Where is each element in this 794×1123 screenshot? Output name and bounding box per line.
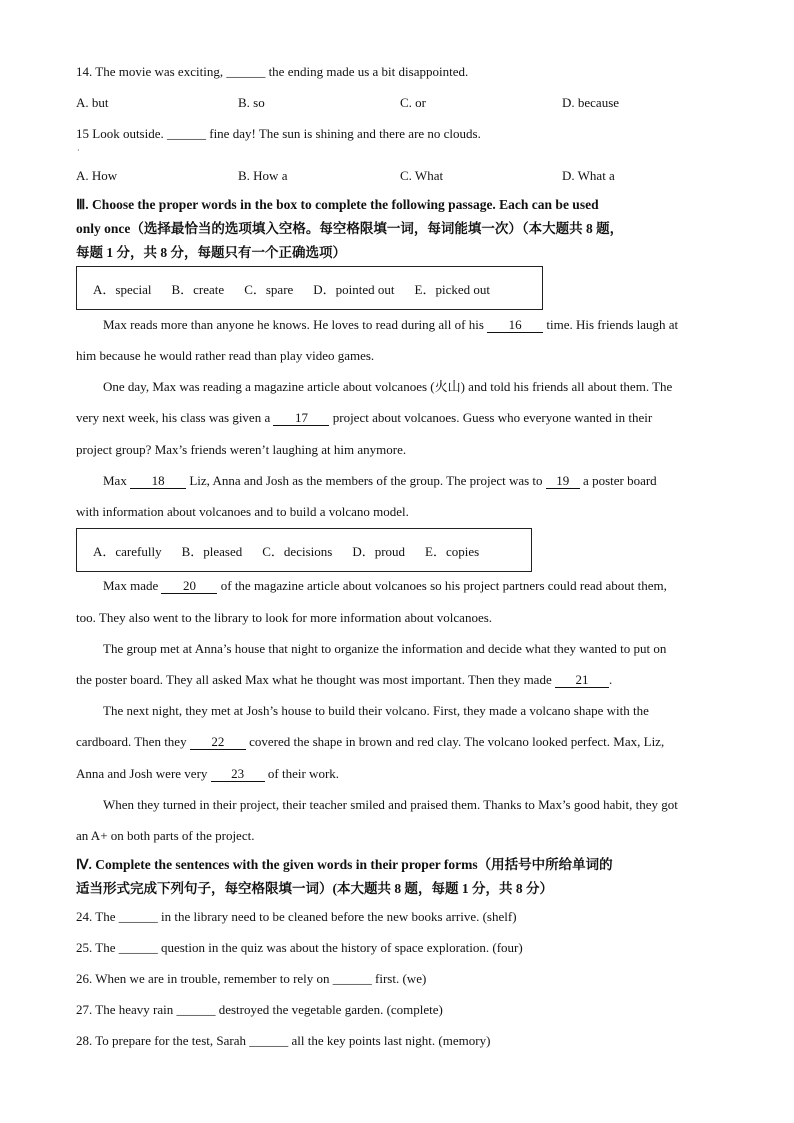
passage-paragraph-1-line-2: him because he would rather read than play video games. — [76, 348, 375, 363]
stray-dot: · — [77, 146, 80, 155]
blank-16[interactable]: 16 — [487, 317, 543, 333]
question-14-stem: 14. The movie was exciting, ______ the ending made us a bit disappointed. — [76, 64, 469, 79]
passage-paragraph-4-line-2: too. They also went to the library to look for more information about volcanoes. — [76, 610, 493, 625]
word-box-2-option-c: C．decisions — [262, 543, 333, 559]
section-3-heading — [76, 193, 726, 265]
blank-19[interactable]: 19 — [546, 473, 580, 489]
section-3-heading-line-3: 每题 1 分，共 8 分，每题只有一个正确选项） — [76, 245, 346, 260]
blank-21[interactable]: 21 — [555, 672, 609, 688]
word-box-1-option-d: D．pointed out — [313, 281, 395, 297]
word-box-1 — [76, 266, 543, 310]
section-4-heading-line-2: 适当形式完成下列句子，每空格限填一词）(本大题共 8 题，每题 1 分，共 8 分） — [76, 881, 553, 896]
passage-paragraph-6-line-1: The next night, they met at Josh’s house to build their volcano. First, they made a volcano shape with the — [103, 703, 649, 718]
question-24: 24. The ______ in the library need to be cleaned before the new books arrive. (shelf) — [76, 909, 517, 924]
word-box-2-option-d: D．proud — [352, 543, 406, 559]
blank-22[interactable]: 22 — [190, 734, 246, 750]
passage-paragraph-5-line-1: The group met at Anna’s house that night to organize the information and decide what they wanted to put on — [103, 641, 667, 656]
word-box-1-option-e: E．picked out — [414, 281, 491, 297]
blank-20[interactable]: 20 — [161, 578, 217, 594]
passage-paragraph-5-line-2: the poster board. They all asked Max what he thought was most important. Then they made 21 . — [76, 672, 613, 687]
question-14-option-a: A. but — [76, 95, 109, 110]
question-28: 28. To prepare for the test, Sarah ______ all the key points last night. (memory) — [76, 1033, 491, 1048]
section-3-heading-line-1: Ⅲ. Choose the proper words in the box to complete the following passage. Each can be used — [76, 197, 599, 212]
blank-23[interactable]: 23 — [211, 766, 265, 782]
word-box-2-option-a: A．carefully — [93, 543, 162, 559]
word-box-1-option-a: A．special — [93, 281, 152, 297]
question-25: 25. The ______ question in the quiz was about the history of space exploration. (four) — [76, 940, 523, 955]
question-15-option-c: C. What — [400, 168, 444, 183]
word-box-2-option-b: B．pleased — [181, 543, 243, 559]
question-14-option-b: B. so — [238, 95, 265, 110]
question-15-option-a: A. How — [76, 168, 118, 183]
section-3-heading-line-2: only once（选择最恰当的选项填入空格。每空格限填一词，每词能填一次）（本大题共 8 题， — [76, 221, 624, 236]
question-15-option-b: B. How a — [238, 168, 288, 183]
passage-paragraph-3-line-1: Max 18 Liz, Anna and Josh as the members of the group. The project was to 19 a poster board — [103, 473, 657, 488]
passage-paragraph-2-line-1: One day, Max was reading a magazine article about volcanoes (火山) and told his friends all about them. The — [103, 379, 673, 394]
question-15-stem: 15 Look outside. ______ fine day! The sun is shining and there are no clouds. — [76, 126, 481, 141]
question-14-option-c: C. or — [400, 95, 426, 110]
word-box-2 — [76, 528, 532, 572]
question-15-option-d: D. What a — [562, 168, 615, 183]
passage-paragraph-7-line-2: an A+ on both parts of the project. — [76, 828, 255, 843]
word-box-1-option-b: B．create — [171, 281, 225, 297]
passage-paragraph-3-line-2: with information about volcanoes and to build a volcano model. — [76, 504, 409, 519]
passage-paragraph-1-line-1: Max reads more than anyone he knows. He loves to read during all of his 16 time. His friends laugh at — [103, 317, 679, 332]
passage-paragraph-2-line-2: very next week, his class was given a 17 project about volcanoes. Guess who everyone wanted in their — [76, 410, 653, 425]
question-14-option-d: D. because — [562, 95, 620, 110]
passage-paragraph-7-line-1: When they turned in their project, their teacher smiled and praised them. Thanks to Max’s good habit, they got — [103, 797, 678, 812]
passage-paragraph-4-line-1: Max made 20 of the magazine article about volcanoes so his project partners could read about them, — [103, 578, 667, 593]
section-4-heading-line-1: Ⅳ. Complete the sentences with the given words in their proper forms（用括号中所给单词的 — [76, 857, 613, 872]
word-box-1-option-c: C．spare — [244, 281, 294, 297]
passage-paragraph-6-line-2: cardboard. Then they 22 covered the shape in brown and red clay. The volcano looked perfect. Max, Liz, — [76, 734, 665, 749]
question-27: 27. The heavy rain ______ destroyed the vegetable garden. (complete) — [76, 1002, 443, 1017]
question-26: 26. When we are in trouble, remember to rely on ______ first. (we) — [76, 971, 427, 986]
blank-18[interactable]: 18 — [130, 473, 186, 489]
passage-paragraph-6-line-3: Anna and Josh were very 23 of their work. — [76, 766, 340, 781]
section-4-heading — [76, 853, 726, 901]
word-box-2-option-e: E．copies — [425, 543, 480, 559]
passage-paragraph-2-line-3: project group? Max’s friends weren’t laughing at him anymore. — [76, 442, 407, 457]
blank-17[interactable]: 17 — [273, 410, 329, 426]
